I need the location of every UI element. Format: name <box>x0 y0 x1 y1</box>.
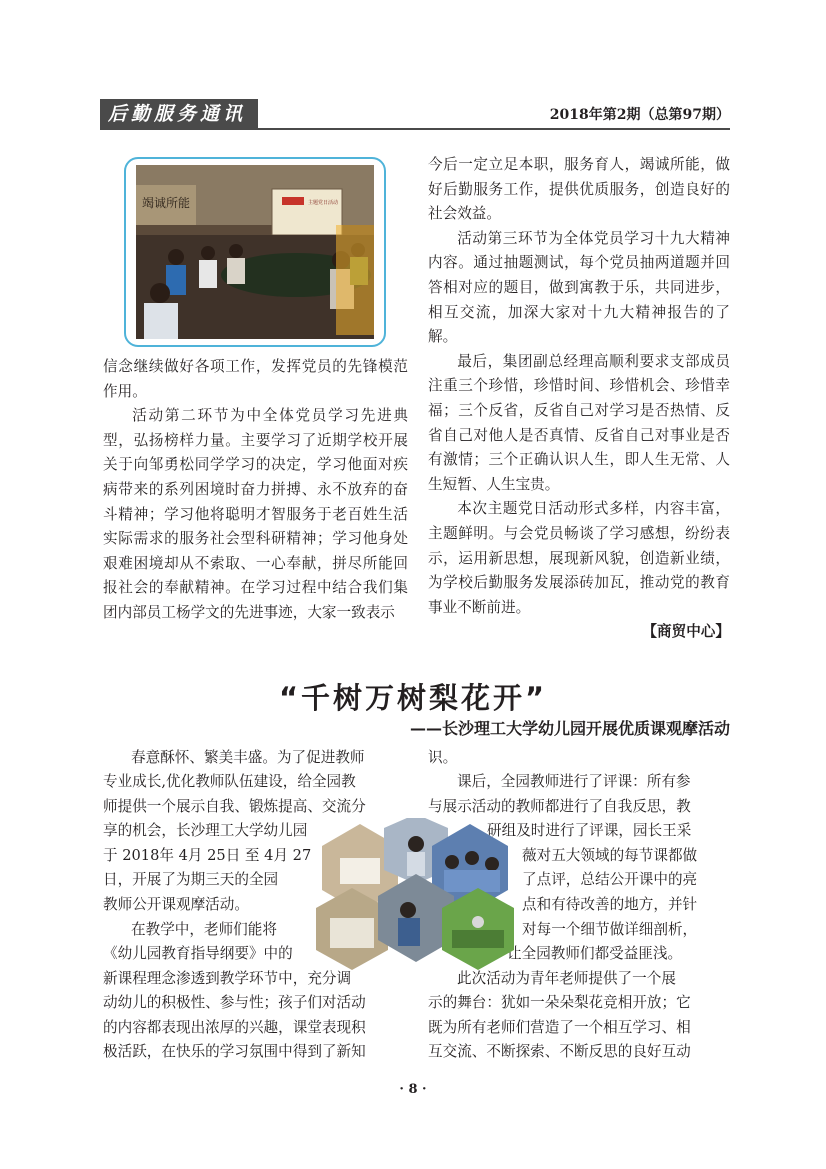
article1-left-paragraph: 活动第二环节为中全体党员学习先进典型，弘扬榜样力量。主要学习了近期学校开展关于向邹勇松同学学习的决定，学习他面对疾病带来的系列困境时奋力拼搏、永不放弃的奋斗精神；学习他将聪明才智服务于老百姓生活实际需求的服务社会型科研精神；学习他身处艰难困境却从不索取、一心奉献，拼尽所能回报社会的奉献精神。在学习过程中结合我们集团内部员工杨学文的先进事迹，大家一致表示 <box>103 407 408 621</box>
article1-credit: 【商贸中心】 <box>642 623 730 641</box>
article1-left-paragraph: 信念继续做好各项工作，发挥党员的先锋模范作用。 <box>103 358 408 400</box>
header-rule <box>100 128 730 130</box>
article2-right-line: 与展示活动的教师都进行了自我反思，教 <box>428 798 691 815</box>
article2-left-line: 师提供一个展示自我、锻炼提高、交流分 <box>103 798 366 815</box>
article2-left-line: 极活跃，在快乐的学习氛围中得到了新知 <box>103 1043 366 1060</box>
article2-subtitle: ——长沙理工大学幼儿园开展优质课观摩活动 <box>409 719 730 738</box>
article2-right-line: 了点评，总结公开课中的亮 <box>522 871 698 888</box>
kindergarten-photo-collage <box>312 818 517 974</box>
wall-sign-text: 竭诚所能 <box>142 196 191 210</box>
article2-left-line: 专业成长,优化教师队伍建设，给全园教 <box>103 773 356 790</box>
article2-right-line: 既为所有老师们营造了一个相互学习、相 <box>428 1019 691 1036</box>
article2-right-line: 让全园教师们都受益匪浅。 <box>507 945 683 962</box>
article1-right-paragraph: 本次主题党日活动形式多样，内容丰富，主题鲜明。与会党员畅谈了学习感想，纷纷表示，运用新思想，展现新风貌，创造新业绩，为学校后勤服务发展添砖加瓦，推动党的教育事业不断前进。 <box>428 500 730 616</box>
article2-left-line: 享的机会，长沙理工大学幼儿园 <box>103 822 308 839</box>
article2-right-line: 研组及时进行了评课，园长王采 <box>487 822 692 839</box>
article2-left-line: 日，开展了为期三天的全园 <box>103 871 279 888</box>
section-title-tag-end <box>250 99 258 129</box>
article2-left-line: 的内容都表现出浓厚的兴趣，课堂表现积 <box>103 1019 366 1036</box>
article2-right-line: 此次活动为青年老师提供了一个展 <box>457 970 676 987</box>
page-number: · 8 · <box>399 1082 427 1097</box>
article2-right-line: 互交流、不断探索、不断反思的良好互动 <box>428 1043 691 1060</box>
article2-right-line: 对每一个细节做详细剖析， <box>522 921 698 938</box>
article2-left-line: 新课程理念渗透到教学环节中，充分调 <box>103 970 352 987</box>
article2-right-line: 识。 <box>428 749 458 766</box>
article2-left-line: 动幼儿的积极性、参与性；孩子们对活动 <box>103 994 366 1011</box>
screen-text: 主题党日活动 <box>308 200 339 206</box>
meeting-photo <box>136 165 374 339</box>
section-title-tag: 后勤服务通讯 <box>100 99 250 129</box>
article1-right-paragraph: 今后一定立足本职，服务育人，竭诚所能，做好后勤服务工作，提供优质服务，创造良好的社会效益。 <box>428 156 730 223</box>
article2-right-line: 薇对五大领域的每节课都做 <box>522 847 698 864</box>
article1-right-paragraph: 最后，集团副总经理高顺利要求支部成员注重三个珍惜，珍惜时间、珍惜机会、珍惜幸福；三个反省，反省自己对学习是否热情、反省自己对他人是否真情、反省自己对事业是否有激情；三个正确认识人生，即人生无常、人生短暂、人生宝贵。 <box>428 352 730 493</box>
article2-right-line: 点和有待改善的地方，并针 <box>522 896 698 913</box>
article2-title: “千树万树梨花开” <box>278 681 548 715</box>
article1-left-column <box>103 355 408 626</box>
article2-left-line: 在教学中，老师们能将 <box>131 921 277 938</box>
article2-right-line: 示的舞台：犹如一朵朵梨花竞相开放；它 <box>428 994 691 1011</box>
article2-right-line: 课后，全园教师进行了评课：所有参 <box>457 773 691 790</box>
article2-left-line: 于 2018年 4月 25日 至 4月 27 <box>103 847 312 864</box>
issue-label: 2018年第2期（总第97期） <box>549 107 730 123</box>
article2-left-line: 《幼儿园教育指导纲要》中的 <box>103 945 293 962</box>
article1-right-column <box>428 153 730 645</box>
article2-left-line: 春意酥怀、繁美丰盛。为了促进教师 <box>131 749 365 766</box>
article1-right-paragraph: 活动第三环节为全体党员学习十九大精神内容。通过抽题测试，每个党员抽两道题并回答相对应的题目，做到寓教于乐，共同进步，相互交流，加深大家对十九大精神报告的了解。 <box>428 229 730 346</box>
article2-left-line: 教师公开课观摩活动。 <box>103 896 249 913</box>
